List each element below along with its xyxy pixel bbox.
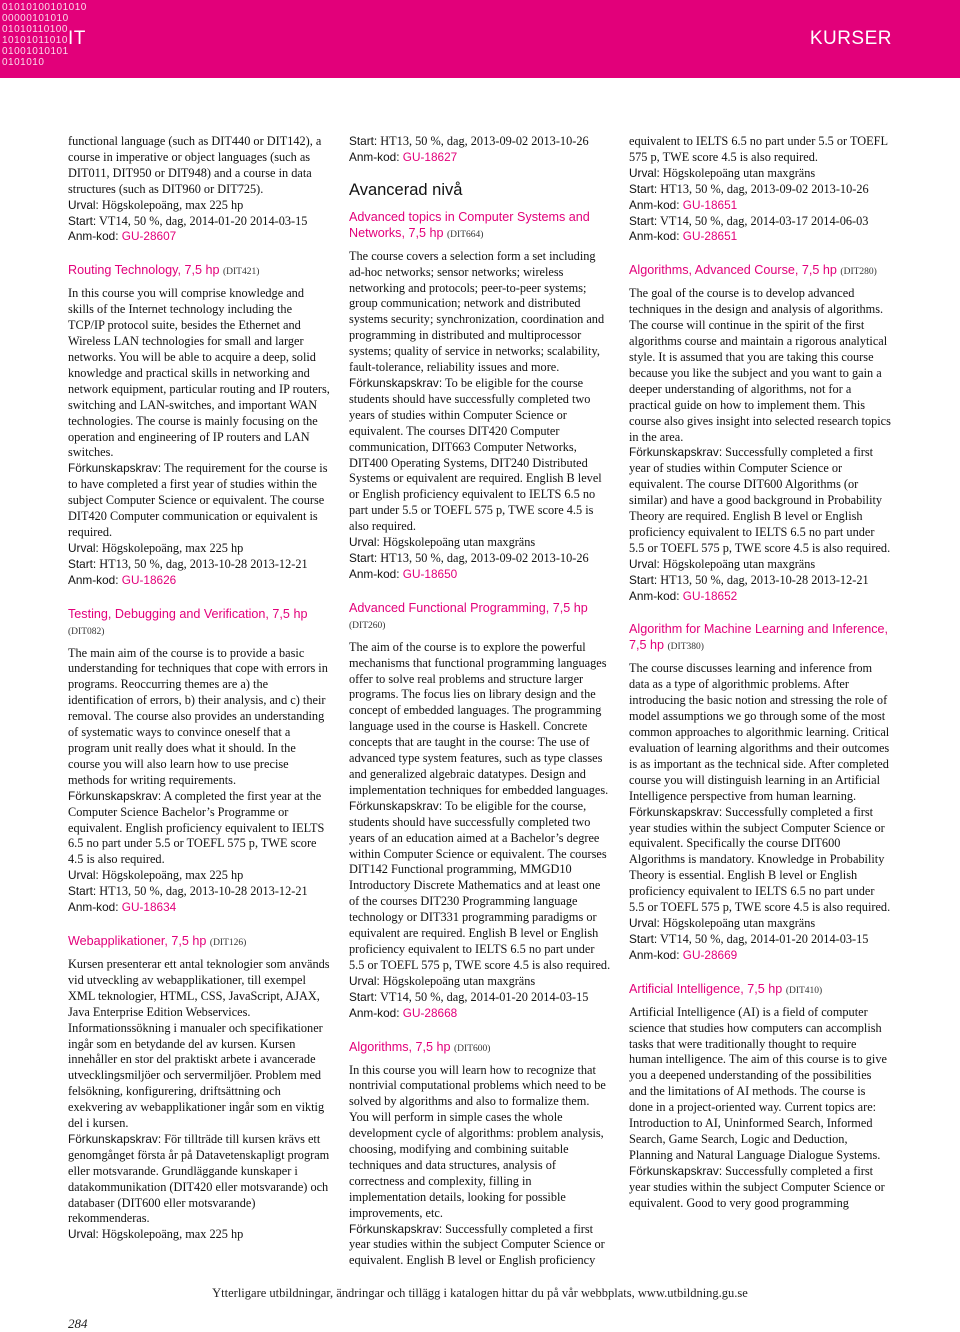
application-code-line: Anm-kod: GU-18651 — [629, 197, 738, 212]
course-title: Webapplikationer, 7,5 hp (DIT126) — [68, 933, 247, 948]
section-label: IT — [68, 28, 86, 49]
course-code: (DIT421) — [222, 267, 260, 278]
course-code: (DIT260) — [349, 620, 386, 631]
course-title: Algorithms, Advanced Course, 7,5 hp (DIT280) — [629, 263, 877, 278]
selection-line: Urval: Högskolepoäng utan maxgräns — [629, 915, 816, 930]
selection-line: Urval: Högskolepoäng, max 225 hp — [68, 197, 244, 212]
start-line: Start: HT13, 50 %, dag, 2013-09-02 2013-10-26 — [349, 134, 589, 148]
start-line: Start: VT14, 50 %, dag, 2014-01-20 2014-03-15 — [629, 931, 869, 946]
course-title: Advanced topics in Computer Systems and Networks, 7,5 hp (DIT664) — [349, 209, 590, 240]
course-code: (DIT126) — [209, 937, 247, 948]
column-1 — [68, 134, 330, 1243]
prerequisites: Förkunskapskrav: To be eligible for the course, students should have successfully completed two years of an education aimed at a Bachelor’s degree within Computer Science or equivalent. The courses DIT142 Functional programming, MMGD10 Introductory Discrete Mathematics and at least one of the courses DIT230 Programming language technology or DIT331 programming paradigms or equivalent are required. English B level or English proficiency equivalent to IELTS 6.5 no part under 5.5 or TOEFL 575 p, TWE score 4.5 is also required. — [349, 798, 611, 972]
course-title: Routing Technology, 7,5 hp (DIT421) — [68, 263, 260, 278]
prerequisites: Förkunskapskrav: För tillträde till kursen krävs ett genomgånget första år på Datavetenskapligt program eller motsvarande. Grundläggande kunskaper i datakommunikation (DIT420 eller motsvarande) och databaser (DIT600 eller motsvarande) rekommenderas. — [68, 1131, 330, 1226]
prerequisites: Förkunskapskrav: The requirement for the course is to have completed a first year of studies within the subject Computer Science or equivalent. The course DIT420 Computer communication or equivalent is required. — [68, 461, 328, 539]
start-line: Start: HT13, 50 %, dag, 2013-10-28 2013-12-21 — [68, 556, 308, 571]
start-line: Start: VT14, 50 %, dag, 2014-01-20 2014-03-15 — [349, 989, 589, 1004]
start-line: Start: HT13, 50 %, dag, 2013-10-28 2013-12-21 — [68, 884, 308, 899]
application-code-line: Anm-kod: GU-28607 — [68, 229, 177, 244]
course-description: The course covers a selection form a set including ad-hoc networks; sensor networks; wireless networking and protocols; peer-to-peer systems; group communication; network and distributed systems security; synchronization, coordination and programming in distributed and multiprocessor systems; quality of service in networks; scalability, fault-tolerance, reliability issues and more. — [349, 248, 605, 375]
course-code: (DIT600) — [454, 1043, 491, 1054]
column-2 — [349, 134, 611, 1269]
prerequisites: Förkunskapskrav: A completed the first year at the Computer Science Bachelor’s Programme or equivalent. English proficiency equivalent to IELTS 6.5 no part under 5.5 or TOEFL 575 p, TWE score 4.5 is also required. — [68, 788, 325, 867]
selection-line: Urval: Högskolepoäng, max 225 hp — [68, 540, 244, 555]
prerequisites: Förkunskapskrav: Successfully completed a first year studies within the subject Computer Science or equivalent. English B level or English proficiency — [349, 1221, 605, 1268]
course-code: (DIT664) — [447, 229, 484, 240]
start-line: Start: HT13, 50 %, dag, 2013-09-02 2013-10-26 — [349, 550, 589, 565]
application-code-line: Anm-kod: GU-18634 — [68, 900, 177, 915]
course-description: The goal of the course is to develop advanced techniques in the design and analysis of algorithms. The course will continue in the spirit of the first algorithms course and maintain a rigorous analytical style. It is assumed that you are taking this course because you like the subject and you want to gain a deeper understanding of algorithms, not for a practical guide on how to implement them. This course also gives insight into selected research topics in the area. — [629, 286, 891, 444]
section-heading: Avancerad nivå — [349, 180, 463, 199]
course-code: (DIT082) — [68, 626, 105, 637]
course-code: (DIT380) — [667, 642, 704, 653]
course-code: (DIT280) — [840, 267, 877, 278]
selection-line: Urval: Högskolepoäng utan maxgräns — [349, 973, 536, 988]
course-title: Algorithm for Machine Learning and Inference, 7,5 hp (DIT380) — [629, 622, 889, 653]
course-description: The main aim of the course is to provide a basic understanding for techniques that cope with errors in programs. Reoccurring themes are a) the identification of errors, b) their analysis, and c) their removal. The course also provides an understanding of systematic ways to convince oneself that a program unit really does what it should. In the course you will also learn how to use precise methods for writing requirements. — [68, 645, 328, 787]
column-3 — [629, 134, 891, 1211]
course-title: Testing, Debugging and Verification, 7,5 hp (DIT082) — [68, 606, 308, 637]
application-code-line: Anm-kod: GU-18627 — [349, 149, 458, 164]
start-line: Start: VT14, 50 %, dag, 2014-01-20 2014-03-15 — [68, 213, 308, 228]
application-code-line: Anm-kod: GU-18650 — [349, 566, 458, 581]
course-title: Algorithms, 7,5 hp (DIT600) — [349, 1039, 491, 1054]
selection-line: Urval: Högskolepoäng utan maxgräns — [349, 535, 536, 550]
application-code-line: Anm-kod: GU-28651 — [629, 229, 738, 244]
course-description: In this course you will learn how to recognize that nontrivial computational problems which need to be solved by algorithms and also to formalize them. You will perform in simple cases the whole development cycle of algorithms: problem analysis, choosing, modifying and combining suitable techniques and data structures, analysis of correctness and complexity, filling in implementation details, looking for possible improvements, etc. — [349, 1062, 606, 1220]
selection-line: Urval: Högskolepoäng utan maxgräns — [629, 556, 816, 571]
prerequisites: Förkunskapskrav: Successfully completed a first year of studies within Computer Science or equivalent. The course DIT600 Algorithms (or similar) and have a good background in Probability Theory are required. English B level or English proficiency equivalent to IELTS 6.5 no part under 5.5 or TOEFL 575 p, TWE score 4.5 is also required. — [629, 445, 891, 555]
course-description: Artificial Intelligence (AI) is a field of computer science that studies how computers can accomplish tasks that were traditionally thought to require human intelligence. The aim of this course is to give you a deepened understanding of the possibilities and the limitations of AI methods. The course is done in a project-oriented way. Current topics are: Introduction to AI, Uninformed Search, Informed Search, Game Search, Logic and Deduction, Planning and Natural Language Dialogue Systems. — [629, 1004, 887, 1162]
page-header-banner — [0, 0, 960, 78]
start-line: Start: HT13, 50 %, dag, 2013-09-02 2013-10-26 — [629, 181, 869, 196]
start-line: Start: HT13, 50 %, dag, 2013-10-28 2013-12-21 — [629, 572, 869, 587]
course-description: The aim of the course is to explore the powerful mechanisms that functional programming languages offer to solve real problems and structure larger programs. The focus lies on library design and the concept of embedded languages. The programming language used in the course is Haskell. Concrete concepts that are taught in the course: The use of advanced type system features, such as type classes and generalized algebraic datatypes. Design and implementation techniques for embedded languages. — [349, 639, 609, 797]
prerequisites: Förkunskapskrav: Successfully completed a first year studies within the subject Computer Science or equivalent. Good to very good programming — [629, 1163, 885, 1210]
application-code-line: Anm-kod: GU-28669 — [629, 947, 738, 962]
prerequisites: Förkunskapskrav: To be eligible for the course students should have successfully completed two years of studies within Computer Science or equivalent. The courses DIT420 Computer communication, DIT663 Computer Networks, DIT400 Operating Systems, DIT240 Distributed Systems or equivalent are required. English B level or English proficiency equivalent to IELTS 6.5 no part under 5.5 or TOEFL 575 p, TWE score 4.5 is also required. — [349, 375, 602, 534]
page-number: 284 — [68, 1316, 88, 1331]
selection-line: Urval: Högskolepoäng, max 225 hp — [68, 1227, 244, 1242]
catalog-label: KURSER — [809, 28, 892, 49]
course-title: Artificial Intelligence, 7,5 hp (DIT410) — [629, 981, 823, 996]
selection-line: Urval: Högskolepoäng, max 225 hp — [68, 868, 244, 883]
course-description: In this course you will comprise knowledge and skills of the Internet technology including the TCP/IP protocol suite, besides the Ethernet and Wireless LAN technologies for small and larger networks. You will be able to acquire a deep, solid knowledge and practical skills in networking and network equipment, particular routing and IP routers, switching and LAN-switches, and important WAN technologies. The course is mainly focusing on the operation and engineering of IP routers and LAN switches. — [68, 286, 330, 460]
course-description: Kursen presenterar ett antal teknologier som används vid utveckling av webapplikationer, till exempel XML teknologier, HTML, CSS, JavaScript, AJAX, Java Enterprise Edition Webservices. Informationssökning i manualer och specifikationer ingår som en betydande del av kursen. Kursen innehåller en stor del praktiskt arbete i avancerade utvecklingsmiljöer och servermiljöer. Problem med felsökning, konfigurering, driftsättning och exekvering av webapplikationer ingår som en viktig del i kursen. — [68, 956, 330, 1131]
binary-decoration: 01010100101010 00000101010 01010110100 10101011010 01001010101 0101010 — [2, 2, 87, 68]
application-code-line: Anm-kod: GU-18652 — [629, 588, 738, 603]
continued-text: equivalent to IELTS 6.5 no part under 5.5 or TOEFL 575 p, TWE score 4.5 is also required. — [629, 134, 888, 164]
course-code: (DIT410) — [785, 985, 823, 996]
course-description: The course discusses learning and inference from data as a type of algorithmic problems. After introducing the basic notion and stressing the role of model assumptions we go through some of the most common approaches to algorithmic learning. Critical evaluation of learning algorithms and their outcomes is as important as the technical side. After completed course you will distinguish learning in an Artificial Intelligence perspective from human learning. — [629, 661, 890, 803]
selection-line: Urval: Högskolepoäng utan maxgräns — [629, 165, 816, 180]
application-code-line: Anm-kod: GU-18626 — [68, 572, 177, 587]
prerequisites: Förkunskapskrav: Successfully completed a first year studies within the subject Computer Science or equivalent. Specifically the course DIT600 Algorithms is mandatory. Knowledge in Probability Theory is essential. English B level or English proficiency equivalent to IELTS 6.5 no part under 5.5 or TOEFL 575 p, TWE score 4.5 is also required. — [629, 804, 891, 915]
footer-note: Ytterligare utbildningar, ändringar och tillägg i katalogen hittar du på vår webbplats, www.utbildning.gu.se — [212, 1286, 748, 1300]
start-line: Start: VT14, 50 %, dag, 2014-03-17 2014-06-03 — [629, 213, 869, 228]
course-title: Advanced Functional Programming, 7,5 hp (DIT260) — [349, 600, 588, 631]
application-code-line: Anm-kod: GU-28668 — [349, 1005, 458, 1020]
continued-text: functional language (such as DIT440 or DIT142), a course in imperative or object languages (such as DIT011, DIT950 or DIT948) and a course in data structures (such as DIT960 or DIT725). — [68, 134, 322, 196]
